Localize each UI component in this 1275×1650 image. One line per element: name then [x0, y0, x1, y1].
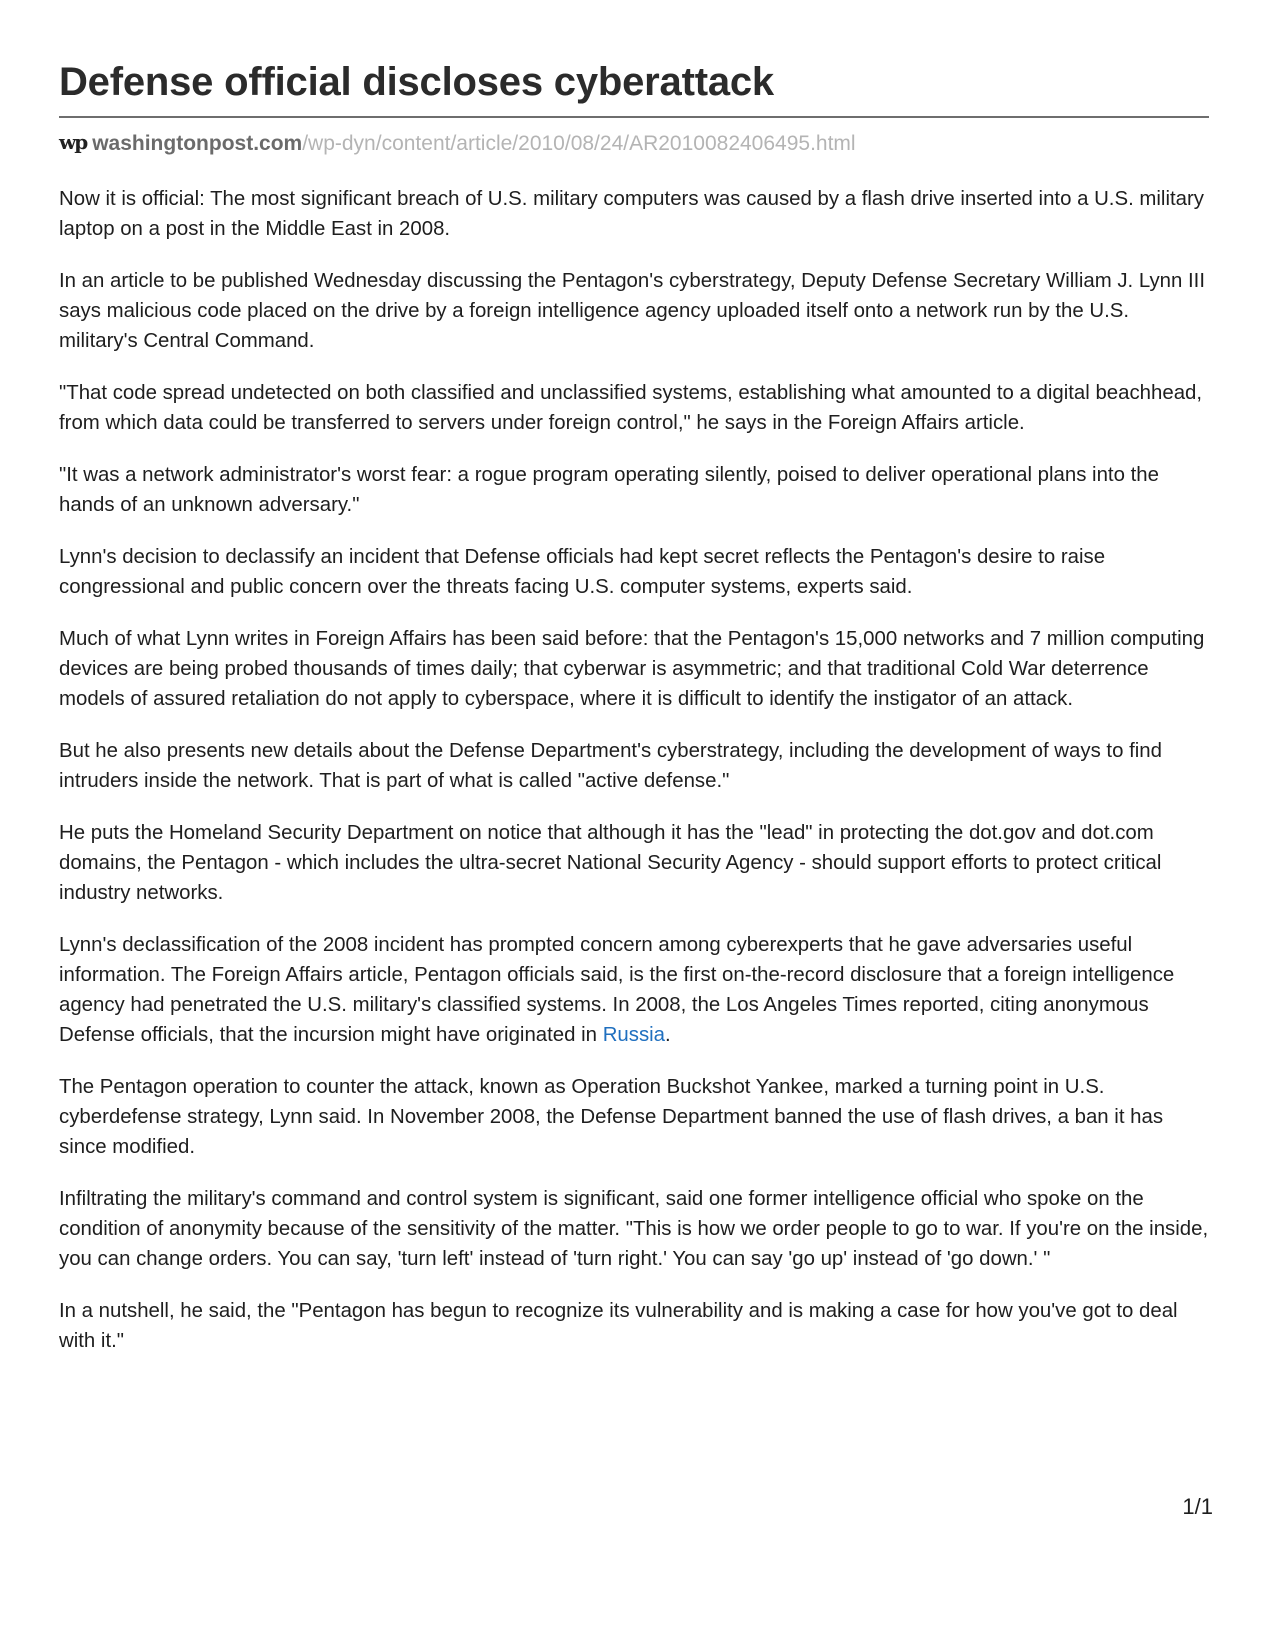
source-line: [59, 128, 1209, 158]
document-page: [59, 58, 1209, 1378]
paragraph-end: .: [665, 1024, 671, 1046]
article-body: [59, 184, 1209, 1356]
article-paragraph: Much of what Lynn writes in Foreign Affairs has been said before: that the Pentagon's 15,000 networks and 7 million computing devices are being probed thousands of times daily; that cyberwar is asymmetric; and that traditional Cold War deterrence models of assured retaliation do not apply to cyberspace, where it is difficult to identify the instigator of an attack.: [59, 628, 1205, 710]
article-paragraph: Lynn's decision to declassify an incident that Defense officials had kept secret reflects the Pentagon's desire to raise congressional and public concern over the threats facing U.S. computer systems, experts said.: [59, 546, 1106, 598]
source-domain: washingtonpost.com: [92, 132, 303, 155]
article-title: Defense official discloses cyberattack: [59, 60, 774, 104]
article-paragraph: Now it is official: The most significant breach of U.S. military computers was caused by a flash drive inserted into a U.S. military laptop on a post in the Middle East in 2008.: [59, 188, 1204, 240]
title-divider: [59, 116, 1209, 118]
washington-post-logo-icon: wp: [59, 130, 87, 154]
article-paragraph: But he also presents new details about the Defense Department's cyberstrategy, including the development of ways to find intruders inside the network. That is part of what is called "active defense.": [59, 740, 1162, 792]
article-paragraph: In an article to be published Wednesday discussing the Pentagon's cyberstrategy, Deputy Defense Secretary William J. Lynn III says malicious code placed on the drive by a foreign intelligence agency uploaded itself onto a network run by the U.S. military's Central Command.: [59, 270, 1205, 352]
article-paragraph: "That code spread undetected on both classified and unclassified systems, establishing what amounted to a digital beachhead, from which data could be transferred to servers under foreign control," he says in the Foreign Affairs article.: [59, 382, 1203, 434]
article-paragraph: Infiltrating the military's command and control system is significant, said one former intelligence official who spoke on the condition of anonymity because of the sensitivity of the matter. "This is how we order people to go to war. If you're on the inside, you can change orders. You can say, 'turn left' instead of 'turn right.' You can say 'go up' instead of 'go down.' ": [59, 1188, 1209, 1270]
russia-link[interactable]: Russia: [602, 1024, 666, 1046]
article-paragraph: The Pentagon operation to counter the attack, known as Operation Buckshot Yankee, marked a turning point in U.S. cyberdefense strategy, Lynn said. In November 2008, the Defense Department banned the use of flash drives, a ban it has since modified.: [59, 1076, 1164, 1158]
article-paragraph: In a nutshell, he said, the "Pentagon has begun to recognize its vulnerability and is making a case for how you've got to deal with it.": [59, 1300, 1178, 1352]
page-number: 1/1: [1182, 1494, 1213, 1519]
source-path: /wp-dyn/content/article/2010/08/24/AR2010082406495.html: [302, 132, 856, 155]
paragraph-text: Lynn's declassification of the 2008 incident has prompted concern among cyberexperts that he gave adversaries useful information. The Foreign Affairs article, Pentagon officials said, is the first on-the-record disclosure that a foreign intelligence agency had penetrated the U.S. military's classified systems. In 2008, the Los Angeles Times reported, citing anonymous Defense officials, that the incursion might have originated in: [59, 934, 1175, 1046]
article-paragraph: [59, 930, 1209, 1050]
article-paragraph: He puts the Homeland Security Department on notice that although it has the "lead" in protecting the dot.gov and dot.com domains, the Pentagon - which includes the ultra-secret National Security Agency - should support efforts to protect critical industry networks.: [59, 822, 1162, 904]
article-paragraph: "It was a network administrator's worst fear: a rogue program operating silently, poised to deliver operational plans into the hands of an unknown adversary.": [59, 464, 1159, 516]
